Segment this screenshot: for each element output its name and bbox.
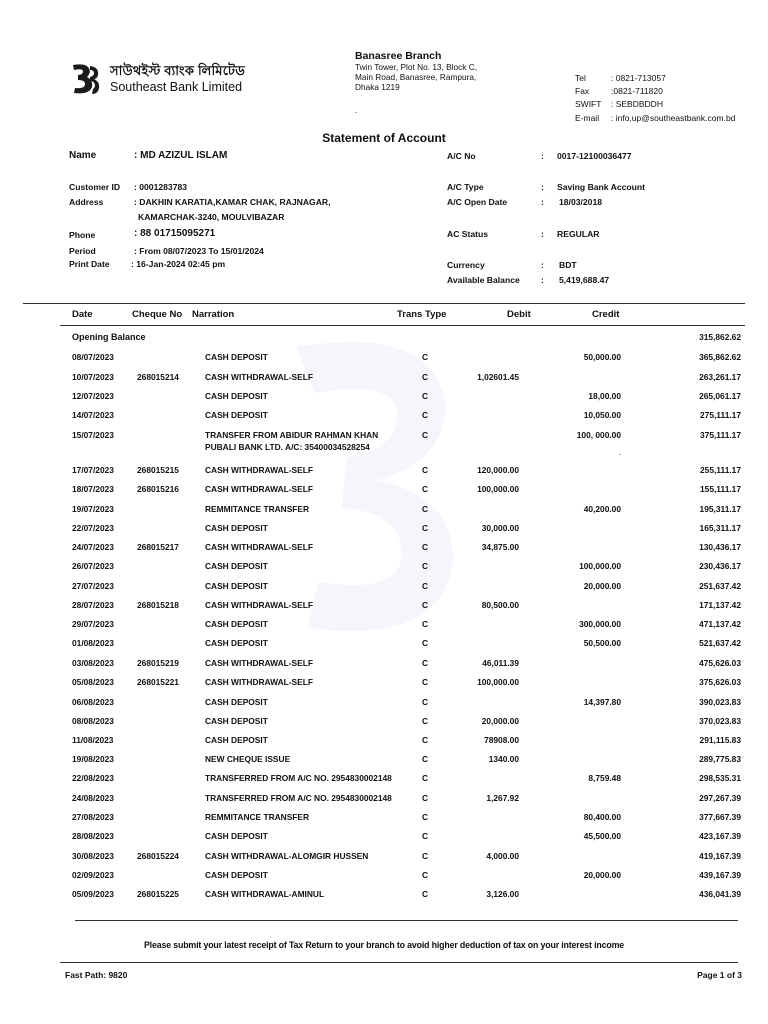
row-debit: 1340.00 — [488, 754, 519, 764]
row-date: 14/07/2023 — [72, 410, 114, 420]
row-trans-type: C — [422, 391, 429, 401]
currency-value: BDT — [559, 260, 577, 270]
phone-value: : 88 01715095271 — [134, 228, 216, 239]
account-open-date-label: A/C Open Date — [447, 197, 508, 207]
row-debit: 80,500.00 — [481, 600, 519, 610]
row-balance: 419,167.39 — [699, 851, 741, 861]
row-narration: REMMITANCE TRANSFER — [205, 504, 310, 514]
row-narration: TRANSFER FROM ABIDUR RAHMAN KHAN — [205, 430, 379, 440]
row-date: 29/07/2023 — [72, 619, 114, 629]
available-balance-label: Available Balance — [447, 275, 520, 285]
row-credit: 100, 000.00 — [576, 430, 621, 440]
contact-label-swift: SWIFT — [575, 99, 602, 109]
row-narration: NEW CHEQUE ISSUE — [205, 754, 291, 764]
row-trans-type: C — [422, 870, 429, 880]
row-trans-type: C — [422, 716, 429, 726]
contact-value-swift: : SEBDBDDH — [611, 99, 663, 109]
row-date: 18/07/2023 — [72, 484, 114, 494]
row-trans-type: C — [422, 831, 429, 841]
row-narration: CASH DEPOSIT — [205, 391, 268, 401]
col-header-date: Date — [72, 309, 93, 320]
branch-address-line: Twin Tower, Plot No. 13, Block C, — [355, 62, 478, 72]
row-balance: 390,023.83 — [699, 697, 741, 707]
row-narration: CASH WITHDRAWAL-SELF — [205, 542, 313, 552]
row-date: 15/07/2023 — [72, 430, 114, 440]
currency-label: Currency — [447, 260, 485, 270]
contact-value-tel: : 0821-713057 — [611, 73, 666, 83]
row-debit: 120,000.00 — [477, 465, 519, 475]
row-narration: CASH DEPOSIT — [205, 716, 268, 726]
row-cheque-no: 268015218 — [137, 600, 179, 610]
row-balance: 298,535.31 — [699, 773, 741, 783]
row-balance: 297,267.39 — [699, 793, 741, 803]
row-narration: CASH DEPOSIT — [205, 410, 268, 420]
row-date: 28/08/2023 — [72, 831, 114, 841]
table-row — [0, 793, 768, 813]
table-row — [0, 889, 768, 909]
row-debit: 46,011.39 — [482, 658, 519, 668]
row-date: 01/08/2023 — [72, 638, 114, 648]
row-narration: CASH DEPOSIT — [205, 561, 268, 571]
row-date: 26/07/2023 — [72, 561, 114, 571]
branch-address-dot: . — [355, 105, 358, 115]
row-cheque-no: 268015214 — [137, 372, 179, 382]
footer-top-rule — [75, 920, 738, 921]
row-date: 02/09/2023 — [72, 870, 114, 880]
phone-label: Phone — [69, 230, 96, 240]
table-row — [0, 523, 768, 543]
row-trans-type: C — [422, 851, 429, 861]
row-balance: 155,111.17 — [700, 484, 741, 494]
table-row — [0, 754, 768, 774]
row-trans-type: C — [422, 523, 429, 533]
col-header-narration: Narration — [192, 309, 235, 320]
address-label: Address — [69, 197, 104, 207]
row-date: 27/07/2023 — [72, 581, 114, 591]
row-date: 19/08/2023 — [72, 754, 114, 764]
table-row — [0, 561, 768, 581]
row-balance: 275,111.17 — [700, 410, 741, 420]
fast-path: Fast Path: 9820 — [65, 970, 128, 980]
branch-name: Banasree Branch — [355, 50, 442, 62]
row-narration: CASH DEPOSIT — [205, 581, 268, 591]
account-type-label: A/C Type — [447, 182, 484, 192]
name-label: Name — [69, 150, 97, 161]
bank-name-english: Southeast Bank Limited — [110, 80, 243, 94]
contact-value-email: : info.up@southeastbank.com.bd — [611, 113, 736, 123]
account-type-sep: : — [541, 182, 544, 192]
table-row — [0, 484, 768, 504]
table-row — [0, 600, 768, 620]
row-trans-type: C — [422, 735, 429, 745]
row-date: 10/07/2023 — [72, 372, 114, 382]
row-trans-type: C — [422, 504, 429, 514]
row-narration: CASH DEPOSIT — [205, 523, 268, 533]
row-balance: 230,436.17 — [699, 561, 741, 571]
row-balance: 521,637.42 — [699, 638, 741, 648]
row-cheque-no: 268015224 — [137, 851, 179, 861]
row-narration: CASH DEPOSIT — [205, 352, 268, 362]
row-credit: 50,500.00 — [583, 638, 621, 648]
row-credit: 18,00.00 — [588, 391, 621, 401]
row-debit: 34,875.00 — [481, 542, 519, 552]
table-row — [0, 677, 768, 697]
row-balance: 375,626.03 — [699, 677, 741, 687]
row-balance: 263,261.17 — [699, 372, 741, 382]
row-trans-type: C — [422, 638, 429, 648]
account-no-label: A/C No — [447, 151, 476, 161]
page-number: Page 1 of 3 — [697, 970, 742, 980]
header-bottom-rule — [60, 325, 745, 326]
col-header-credit: Credit — [592, 309, 620, 320]
row-balance: 471,137.42 — [699, 619, 741, 629]
row-debit: 3,126.00 — [486, 889, 519, 899]
tax-return-note: Please submit your latest receipt of Tax Return to your branch to avoid higher deduction of tax on your interest income — [143, 940, 625, 950]
opening-balance-label: Opening Balance — [72, 332, 146, 342]
footer-bottom-rule — [60, 962, 738, 963]
row-balance: 377,667.39 — [699, 812, 741, 822]
row-narration: CASH DEPOSIT — [205, 870, 268, 880]
row-balance: 130,436.17 — [699, 542, 741, 552]
row-cheque-no: 268015215 — [137, 465, 179, 475]
table-row — [0, 391, 768, 411]
row-trans-type: C — [422, 697, 429, 707]
row-trans-type: C — [422, 410, 429, 420]
row-date: 24/08/2023 — [72, 793, 114, 803]
branch-address-line: Dhaka 1219 — [355, 82, 400, 92]
row-narration: CASH WITHDRAWAL-ALOMGIR HUSSEN — [205, 851, 369, 861]
row-date: 22/08/2023 — [72, 773, 114, 783]
row-date: 08/07/2023 — [72, 352, 114, 362]
row-narration: CASH WITHDRAWAL-SELF — [205, 372, 313, 382]
row-date: 12/07/2023 — [72, 391, 114, 401]
row-trans-type: C — [422, 372, 429, 382]
row-debit: 30,000.00 — [481, 523, 519, 533]
table-row — [0, 735, 768, 755]
header-top-rule — [23, 303, 745, 304]
contact-label-fax: Fax — [575, 86, 590, 96]
row-credit: 10,050.00 — [583, 410, 621, 420]
row-trans-type: C — [422, 581, 429, 591]
row-trans-type: C — [422, 465, 429, 475]
row-debit: 1,02601.45 — [477, 372, 519, 382]
row-date: 30/08/2023 — [72, 851, 114, 861]
table-row — [0, 697, 768, 717]
row-trans-type: C — [422, 773, 429, 783]
row-credit: 40,200.00 — [583, 504, 621, 514]
row-trans-type: C — [422, 542, 429, 552]
opening-balance-value: 315,862.62 — [699, 332, 741, 342]
available-balance-value: 5,419,688.47 — [559, 275, 610, 285]
bank-name-bengali: সাউথইস্ট ব্যাংক লিমিটেড — [110, 63, 245, 78]
row-balance: 289,775.83 — [699, 754, 741, 764]
row-balance: 195,311.17 — [699, 504, 741, 514]
row-debit: 4,000.00 — [486, 851, 519, 861]
name-value: : MD AZIZUL ISLAM — [134, 150, 228, 161]
table-row — [0, 870, 768, 890]
row-date: 28/07/2023 — [72, 600, 114, 610]
row-cheque-no: 268015225 — [137, 889, 179, 899]
row-narration: TRANSFERRED FROM A/C NO. 2954830002148 — [205, 793, 392, 803]
row-trans-type: C — [422, 754, 429, 764]
row-balance: 255,111.17 — [700, 465, 741, 475]
row-debit: 100,000.00 — [477, 677, 519, 687]
table-row — [0, 619, 768, 639]
row-narration: CASH DEPOSIT — [205, 831, 268, 841]
row-debit: 20,000.00 — [481, 716, 519, 726]
table-row — [0, 372, 768, 392]
account-type-value: Saving Bank Account — [557, 182, 646, 192]
bank-logo-icon — [68, 62, 102, 96]
table-row — [0, 638, 768, 658]
row-narration: CASH DEPOSIT — [205, 697, 268, 707]
account-status-sep: : — [541, 229, 544, 239]
row-date: 03/08/2023 — [72, 658, 114, 668]
contact-value-fax: :0821-711820 — [611, 86, 663, 96]
row-credit: 80,400.00 — [583, 812, 621, 822]
row-balance: 375,111.17 — [700, 430, 741, 440]
period-label: Period — [69, 246, 96, 256]
row-debit: 100,000.00 — [477, 484, 519, 494]
account-no-sep: : — [541, 151, 544, 161]
row-narration: TRANSFERRED FROM A/C NO. 2954830002148 — [205, 773, 392, 783]
table-row — [0, 812, 768, 832]
row-date: 24/07/2023 — [72, 542, 114, 552]
row-trans-type: C — [422, 889, 429, 899]
row-narration: CASH WITHDRAWAL-SELF — [205, 465, 313, 475]
table-row — [0, 658, 768, 678]
row-credit: 50,000.00 — [583, 352, 621, 362]
available-balance-sep: : — [541, 275, 544, 285]
row-debit: 78908.00 — [484, 735, 519, 745]
customer-id-value: : 0001283783 — [134, 182, 188, 192]
row-cheque-no: 268015216 — [137, 484, 179, 494]
row-balance: 365,862.62 — [699, 352, 741, 362]
table-row — [0, 410, 768, 430]
row-trans-type: C — [422, 484, 429, 494]
row-credit: 100,000.00 — [579, 561, 621, 571]
row-date: 05/08/2023 — [72, 677, 114, 687]
row-balance: 475,626.03 — [699, 658, 741, 668]
account-open-date-sep: : — [541, 197, 544, 207]
row-balance: 165,311.17 — [699, 523, 741, 533]
row-date: 19/07/2023 — [72, 504, 114, 514]
table-row — [0, 430, 768, 450]
row-date: 08/08/2023 — [72, 716, 114, 726]
row-cheque-no: 268015221 — [137, 677, 179, 687]
contact-label-email: E-mail — [575, 113, 600, 123]
table-row — [0, 716, 768, 736]
row-credit: 20,000.00 — [583, 581, 621, 591]
row-date: 05/09/2023 — [72, 889, 114, 899]
row-balance: 423,167.39 — [699, 831, 741, 841]
row-date: 11/08/2023 — [72, 735, 114, 745]
table-row — [0, 504, 768, 524]
print-date-value: : 16-Jan-2024 02:45 pm — [131, 259, 226, 269]
row-balance: 436,041.39 — [699, 889, 741, 899]
table-row — [0, 352, 768, 372]
print-date-label: Print Date — [69, 259, 110, 269]
row-date: 22/07/2023 — [72, 523, 114, 533]
row-date: 17/07/2023 — [72, 465, 114, 475]
table-row — [0, 773, 768, 793]
row-balance: 251,637.42 — [699, 581, 741, 591]
row-date: 06/08/2023 — [72, 697, 114, 707]
row-credit: 8,759.48 — [588, 773, 621, 783]
row-narration: CASH DEPOSIT — [205, 735, 268, 745]
account-open-date-value: 18/03/2018 — [559, 197, 603, 207]
contact-label-tel: Tel — [575, 73, 586, 83]
row-narration: REMMITANCE TRANSFER — [205, 812, 310, 822]
row-balance: 370,023.83 — [699, 716, 741, 726]
table-row — [0, 581, 768, 601]
table-row — [0, 851, 768, 871]
row-trans-type: C — [422, 812, 429, 822]
table-row — [0, 542, 768, 562]
row-narration: CASH DEPOSIT — [205, 619, 268, 629]
address-line-1: : DAKHIN KARATIA,KAMAR CHAK, RAJNAGAR, — [134, 197, 331, 207]
row-debit: 1,267.92 — [486, 793, 519, 803]
table-row — [0, 465, 768, 485]
row-trans-type: C — [422, 561, 429, 571]
row-narration-line-2: PUBALI BANK LTD. A/C: 35400034528254 — [205, 442, 370, 452]
row-balance: 439,167.39 — [699, 870, 741, 880]
row-trans-type: C — [422, 658, 429, 668]
row-balance: 291,115.83 — [699, 735, 741, 745]
address-line-2: KAMARCHAK-3240, MOULVIBAZAR — [138, 212, 285, 222]
currency-sep: : — [541, 260, 544, 270]
row-narration: CASH WITHDRAWAL-SELF — [205, 677, 313, 687]
row-trans-type: C — [422, 677, 429, 687]
row-trans-type: C — [422, 619, 429, 629]
row-cheque-no: 268015219 — [137, 658, 179, 668]
row-trans-type: C — [422, 600, 429, 610]
customer-id-label: Customer ID — [69, 182, 121, 192]
row-narration: CASH DEPOSIT — [205, 638, 268, 648]
row-narration: CASH WITHDRAWAL-SELF — [205, 484, 313, 494]
table-row — [0, 831, 768, 851]
row-trans-type: C — [422, 793, 429, 803]
col-header-debit: Debit — [507, 309, 531, 320]
row-credit: 14,397.80 — [583, 697, 621, 707]
row-balance: 265,061.17 — [699, 391, 741, 401]
account-status-value: REGULAR — [557, 229, 600, 239]
col-header-trans-type: Trans Type — [397, 309, 447, 320]
row-narration: CASH WITHDRAWAL-AMINUL — [205, 889, 325, 899]
statement-title: Statement of Account — [322, 131, 446, 145]
row-trans-type: C — [422, 430, 429, 440]
row-narration: CASH WITHDRAWAL-SELF — [205, 600, 313, 610]
period-value: : From 08/07/2023 To 15/01/2024 — [134, 246, 264, 256]
account-status-label: AC Status — [447, 229, 489, 239]
row-credit: 300,000.00 — [579, 619, 621, 629]
branch-address-line: Main Road, Banasree, Rampura, — [355, 72, 477, 82]
row-credit: 45,500.00 — [583, 831, 621, 841]
row-narration: CASH WITHDRAWAL-SELF — [205, 658, 313, 668]
row-trans-type: C — [422, 352, 429, 362]
row-date: 27/08/2023 — [72, 812, 114, 822]
col-header-cheque: Cheque No — [132, 309, 183, 320]
row-cheque-no: 268015217 — [137, 542, 179, 552]
row-credit: 20,000.00 — [583, 870, 621, 880]
row-balance: 171,137.42 — [699, 600, 741, 610]
stray-dot: . — [619, 448, 622, 457]
account-no-value: 0017-12100036477 — [557, 151, 632, 161]
